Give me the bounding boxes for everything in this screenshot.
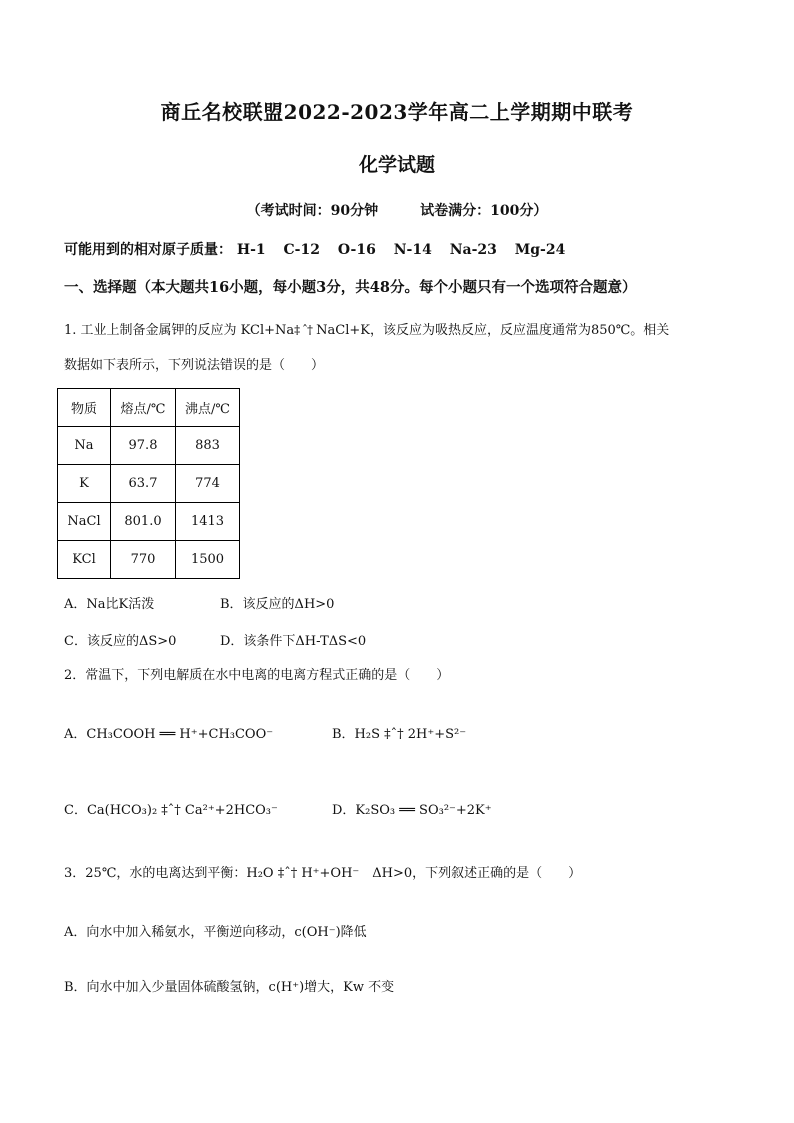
properties-table xyxy=(57,388,240,579)
table-cell: KCl xyxy=(58,541,111,579)
exam-time: （考试时间：90分钟 xyxy=(246,203,379,219)
table-header-cell: 物质 xyxy=(58,389,111,427)
mass-item: O-16 xyxy=(337,242,376,258)
q3-option-b: B．向水中加入少量固体硫酸氢钠，c(H⁺)增大，Kw 不变 xyxy=(64,980,395,995)
table-row xyxy=(58,503,240,541)
table-row xyxy=(58,465,240,503)
q1-option-a: A．Na比K活泼 xyxy=(64,597,155,612)
q1-stem-part2: NaCl+K，该反应为吸热反应，反应温度通常为850℃。相关 xyxy=(311,323,670,338)
atomic-masses xyxy=(64,239,578,259)
q2-stem: 2．常温下，下列电解质在水中电离的电离方程式正确的是（ ） xyxy=(64,668,450,683)
mass-item: H-1 xyxy=(236,242,266,258)
table-cell: 1413 xyxy=(176,503,240,541)
q2-option-c: C．Ca(HCO₃)₂ ‡ˆ† Ca²⁺+2HCO₃⁻ xyxy=(64,803,278,818)
table-cell: Na xyxy=(58,427,111,465)
table-cell: 63.7 xyxy=(111,465,176,503)
table-cell: NaCl xyxy=(58,503,111,541)
table-header-cell: 沸点/℃ xyxy=(176,389,240,427)
table-header-row xyxy=(58,389,240,427)
atomic-masses-label: 可能用到的相对原子质量： xyxy=(64,242,232,258)
mass-item: N-14 xyxy=(393,242,432,258)
q2-option-a: A．CH₃COOH ══ H⁺+CH₃COO⁻ xyxy=(64,727,274,742)
mass-item: C-12 xyxy=(283,242,320,258)
q2-option-b: B．H₂S ‡ˆ† 2H⁺+S²⁻ xyxy=(332,727,467,742)
q1-option-c: C．该反应的ΔS>0 xyxy=(64,634,177,649)
table-cell: 97.8 xyxy=(111,427,176,465)
q2-option-d: D．K₂SO₃ ══ SO₃²⁻+2K⁺ xyxy=(332,803,492,818)
mass-item: Mg-24 xyxy=(514,242,566,258)
q1-stem-line2: 数据如下表所示，下列说法错误的是（ ） xyxy=(64,358,325,373)
exam-subtitle: 化学试题 xyxy=(358,154,435,176)
table-cell: K xyxy=(58,465,111,503)
table-cell: 774 xyxy=(176,465,240,503)
table-cell: 770 xyxy=(111,541,176,579)
section-heading: 一、选择题（本大题共16小题，每小题3分，共48分。每个小题只有一个选项符合题意） xyxy=(64,279,637,296)
q3-stem: 3．25℃，水的电离达到平衡：H₂O ‡ˆ† H⁺+OH⁻ ΔH>0，下列叙述正确的是（ ） xyxy=(64,866,582,881)
table-cell: 801.0 xyxy=(111,503,176,541)
table-row xyxy=(58,541,240,579)
table-row xyxy=(58,427,240,465)
exam-title: 商丘名校联盟2022-2023学年高二上学期期中联考 xyxy=(160,100,634,124)
table-header-cell: 熔点/℃ xyxy=(111,389,176,427)
exam-score: 试卷满分：100分） xyxy=(420,203,548,219)
exam-info xyxy=(0,200,794,220)
q1-option-d: D．该条件下ΔH-TΔS<0 xyxy=(220,634,367,649)
q1-stem-part1: 1. 工业上制备金属钾的反应为 KCl+Na xyxy=(64,323,295,338)
q1-stem-line1 xyxy=(64,323,669,339)
table-cell: 883 xyxy=(176,427,240,465)
table-cell: 1500 xyxy=(176,541,240,579)
q3-option-a: A．向水中加入稀氨水，平衡逆向移动，c(OH⁻)降低 xyxy=(64,925,367,940)
reversible-arrow: ‡ ˆ† xyxy=(294,323,312,337)
q1-option-b: B．该反应的ΔH>0 xyxy=(220,597,335,612)
mass-item: Na-23 xyxy=(449,242,497,258)
